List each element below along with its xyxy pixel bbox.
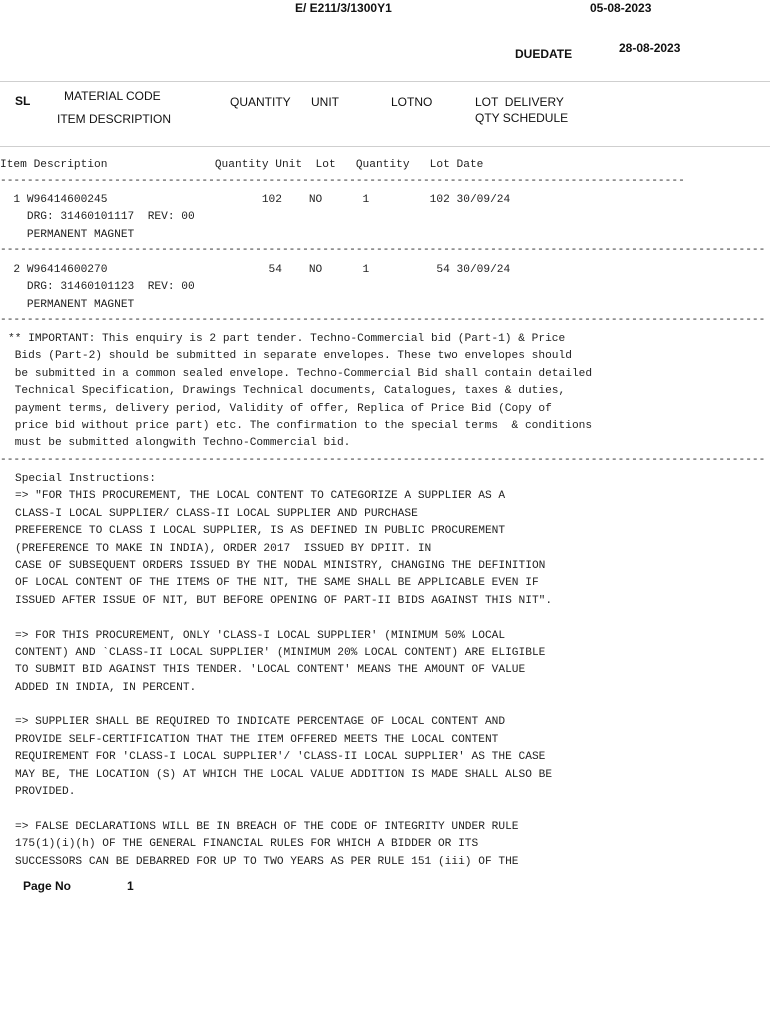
item-row-2-line: 2 W96414600270 54 NO 1 54 30/09/24 [0,264,511,276]
col-quantity: QUANTITY [230,95,291,109]
dash-separator: ------------------------------------------------------------------------------------------------------------------ [0,314,766,326]
col-material-code: MATERIAL CODE [64,89,161,103]
special-line: CASE OF SUBSEQUENT ORDERS ISSUED BY THE NODAL MINISTRY, CHANGING THE DEFINITION [15,559,546,572]
col-lotno: LOTNO [391,95,433,109]
duedate-value: 28-08-2023 [619,41,681,55]
dash-separator: ------------------------------------------------------------------------------------------------------ [0,175,685,187]
dash-separator: ------------------------------------------------------------------------------------------------------------------ [0,244,766,256]
col-item-description: ITEM DESCRIPTION [57,112,172,126]
important-line: payment terms, delivery period, Validity of offer, Replica of Price Bid (Copy of [8,402,552,415]
col-unit: UNIT [311,95,339,109]
col-qty-schedule: QTY SCHEDULE [475,111,569,125]
special-line: => "FOR THIS PROCUREMENT, THE LOCAL CONTENT TO CATEGORIZE A SUPPLIER AS A [15,490,506,503]
important-line: Technical Specification, Drawings Technical documents, Catalogues, taxes & duties, [8,385,566,398]
special-line: TO SUBMIT BID AGAINST THIS TENDER. 'LOCAL CONTENT' MEANS THE AMOUNT OF VALUE [15,664,526,677]
special-line: ISSUED AFTER ISSUE OF NIT, BUT BEFORE OPENING OF PART-II BIDS AGAINST THIS NIT". [15,594,553,607]
item-row-2-desc: PERMANENT MAGNET [0,299,135,311]
special-line: => FALSE DECLARATIONS WILL BE IN BREACH OF THE CODE OF INTEGRITY UNDER RULE [15,820,519,833]
col-lot-delivery: LOT DELIVERY [475,95,564,109]
special-line: PREFERENCE TO CLASS I LOCAL SUPPLIER, IS AS DEFINED IN PUBLIC PROCUREMENT [15,525,506,538]
special-line: => FOR THIS PROCUREMENT, ONLY 'CLASS-I LOCAL SUPPLIER' (MINIMUM 50% LOCAL [15,629,506,642]
important-line: Bids (Part-2) should be submitted in separate envelopes. These two envelopes should [8,350,572,363]
issue-date: 05-08-2023 [590,1,652,15]
header-divider-top [0,81,770,82]
duedate-label: DUEDATE [515,47,573,61]
item-row-2-drg: DRG: 31460101123 REV: 00 [0,281,195,293]
special-line: MAY BE, THE LOCATION (S) AT WHICH THE LOCAL VALUE ADDITION IS MADE SHALL ALSO BE [15,768,553,781]
important-note [8,331,592,453]
special-line: PROVIDED. [15,786,76,799]
special-instructions [15,471,552,871]
item-table-header: Item Description Quantity Unit Lot Quantity Lot Date [0,159,484,171]
special-line: CONTENT) AND `CLASS-II LOCAL SUPPLIER' (MINIMUM 20% LOCAL CONTENT) ARE ELIGIBLE [15,646,546,659]
special-line: CLASS-I LOCAL SUPPLIER/ CLASS-II LOCAL SUPPLIER AND PURCHASE [15,507,418,520]
special-line: OF LOCAL CONTENT OF THE ITEMS OF THE NIT, THE SAME SHALL BE APPLICABLE EVEN IF [15,577,539,590]
item-row-1-desc: PERMANENT MAGNET [0,229,135,241]
header-divider-bottom [0,146,770,147]
special-line: REQUIREMENT FOR 'CLASS-I LOCAL SUPPLIER'/ 'CLASS-II LOCAL SUPPLIER' AS THE CASE [15,751,546,764]
special-line: PROVIDE SELF-CERTIFICATION THAT THE ITEM OFFERED MEETS THE LOCAL CONTENT [15,733,499,746]
dash-separator: ------------------------------------------------------------------------------------------------------------------ [0,454,766,466]
page-number: 1 [127,879,134,893]
reference-number: E/ E211/3/1300Y1 [295,1,392,15]
special-line: (PREFERENCE TO MAKE IN INDIA), ORDER 2017 ISSUED BY DPIIT. IN [15,542,432,555]
special-line: 175(1)(i)(h) OF THE GENERAL FINANCIAL RULES FOR WHICH A BIDDER OR ITS [15,838,479,851]
special-line: ADDED IN INDIA, IN PERCENT. [15,681,197,694]
special-title: Special Instructions: [15,473,156,485]
special-line: => SUPPLIER SHALL BE REQUIRED TO INDICATE PERCENTAGE OF LOCAL CONTENT AND [15,716,506,729]
important-line: must be submitted alongwith Techno-Commercial bid. [8,437,351,450]
item-row-1-drg: DRG: 31460101117 REV: 00 [0,211,195,223]
important-line: be submitted in a common sealed envelope. Techno-Commercial Bid shall contain detailed [8,367,593,380]
special-line: SUCCESSORS CAN BE DEBARRED FOR UP TO TWO YEARS AS PER RULE 151 (iii) OF THE [15,855,519,868]
col-sl: SL [15,94,31,108]
important-line: ** IMPORTANT: This enquiry is 2 part tender. Techno-Commercial bid (Part-1) & Price [8,333,566,345]
page-number-label: Page No [23,879,72,893]
item-row-1-line: 1 W96414600245 102 NO 1 102 30/09/24 [0,194,511,206]
important-line: price bid without price part) etc. The confirmation to the special terms & conditions [8,419,593,432]
